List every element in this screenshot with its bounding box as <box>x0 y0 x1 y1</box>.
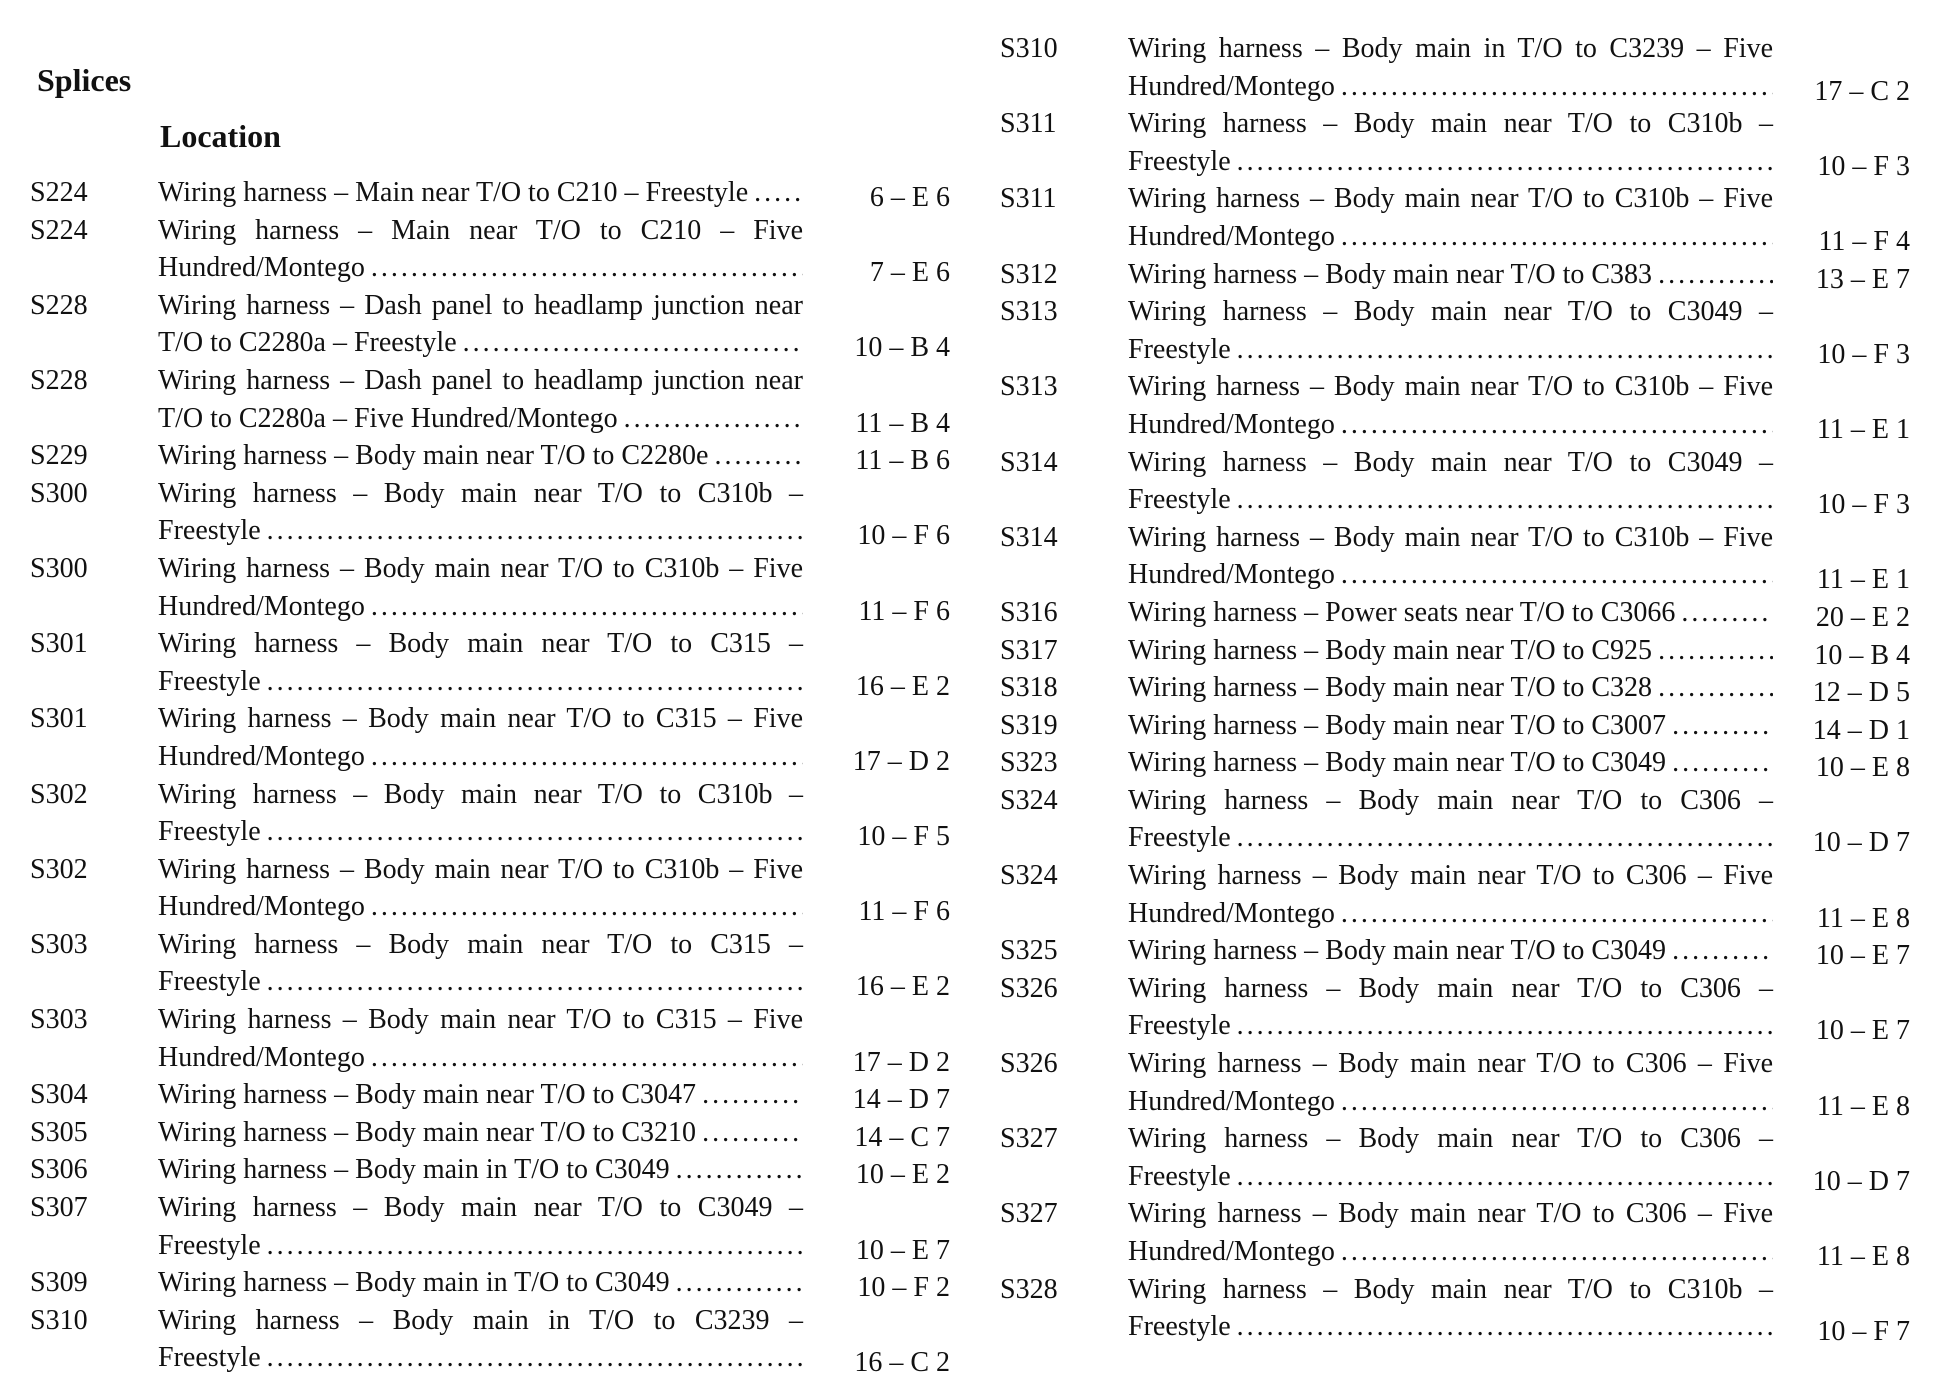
dot-leader <box>463 324 803 362</box>
splice-code: S310 <box>1000 33 1058 64</box>
splice-description: Wiring harness – Body main near T/O to C3049 – <box>1128 446 1773 478</box>
splice-description: Wiring harness – Body main near T/O to C3049 <box>1128 747 1667 779</box>
splice-entry <box>1000 368 1910 443</box>
dot-leader <box>1681 594 1773 632</box>
splice-entry <box>30 1189 950 1264</box>
splice-code: S324 <box>1000 784 1058 816</box>
splice-entry <box>30 1076 950 1114</box>
splice-description: Wiring harness – Body main near T/O to C3049 – <box>1128 296 1773 328</box>
splice-description-continued: Hundred/Montego <box>158 590 365 622</box>
grid-reference: 11 – E 8 <box>1816 1090 1910 1122</box>
grid-reference: 10 – E 7 <box>1815 940 1910 972</box>
dot-leader <box>267 813 803 851</box>
splice-entry <box>1000 782 1910 857</box>
splice-entry <box>1000 1045 1910 1120</box>
splice-entry <box>30 625 950 700</box>
grid-reference: 17 – D 2 <box>852 1046 950 1078</box>
splice-code: S309 <box>30 1267 88 1299</box>
dot-leader <box>1237 1007 1773 1045</box>
splice-entry <box>1000 1271 1910 1346</box>
splice-code: S307 <box>30 1192 88 1224</box>
splice-description: Wiring harness – Body main near T/O to C310b – Five <box>1128 371 1773 403</box>
splice-code: S311 <box>1000 183 1057 215</box>
dot-leader <box>371 249 803 287</box>
grid-reference: 14 – D 1 <box>1812 714 1910 746</box>
grid-reference: 10 – E 2 <box>855 1159 950 1191</box>
splice-description-continued: Hundred/Montego <box>158 740 365 772</box>
splice-description: Wiring harness – Body main near T/O to C3007 <box>1128 709 1667 741</box>
splice-entry <box>1000 256 1910 294</box>
splice-entry <box>30 550 950 625</box>
splice-code: S301 <box>30 628 88 660</box>
grid-reference: 10 – F 6 <box>857 520 950 552</box>
splice-code: S304 <box>30 1079 88 1111</box>
splice-description-continued: Freestyle <box>158 1229 261 1261</box>
dot-leader <box>1341 895 1773 933</box>
splice-entry <box>1000 707 1910 745</box>
splice-description: Wiring harness – Body main in T/O to C3049 <box>158 1267 670 1299</box>
splice-description-continued: Hundred/Montego <box>1128 897 1335 929</box>
splice-description-continued: Freestyle <box>1128 484 1231 516</box>
splice-description-continued: Freestyle <box>1128 145 1231 177</box>
dot-leader <box>702 1114 803 1152</box>
grid-reference: 10 – B 4 <box>1814 639 1910 671</box>
splice-description-continued: Freestyle <box>1128 333 1231 365</box>
splice-entry <box>30 926 950 1001</box>
dot-leader <box>267 663 803 701</box>
splice-entry <box>1000 180 1910 255</box>
splice-description-continued: Hundred/Montego <box>158 252 365 284</box>
splice-code: S303 <box>30 1004 88 1036</box>
splice-description-continued: Freestyle <box>158 1342 261 1374</box>
splice-description: Wiring harness – Body main near T/O to C3047 <box>158 1079 697 1111</box>
dot-leader <box>624 400 803 438</box>
splice-description: Wiring harness – Body main near T/O to C383 <box>1128 258 1653 290</box>
splice-code: S302 <box>30 853 88 885</box>
splice-code: S323 <box>1000 747 1058 779</box>
splice-description-continued: T/O to C2280a – Freestyle <box>158 327 457 359</box>
grid-reference: 10 – F 3 <box>1817 338 1910 370</box>
splice-code: S314 <box>1000 521 1058 553</box>
splice-entry <box>30 1151 950 1189</box>
splice-description-continued: Freestyle <box>158 816 261 848</box>
grid-reference: 11 – E 1 <box>1816 413 1910 445</box>
grid-reference: 16 – C 2 <box>854 1347 950 1379</box>
splice-description-continued: Hundred/Montego <box>1128 559 1335 591</box>
splice-description: Wiring harness – Main near T/O to C210 – Five <box>158 214 803 246</box>
splice-code: S324 <box>1000 860 1058 892</box>
splice-code: S305 <box>30 1116 88 1148</box>
splice-description-continued: Hundred/Montego <box>1128 1236 1335 1267</box>
splice-code: S326 <box>1000 1048 1058 1080</box>
dot-leader <box>1341 218 1773 256</box>
dot-leader <box>1237 1158 1773 1196</box>
grid-reference: 14 – C 7 <box>854 1121 950 1153</box>
splice-entry <box>30 851 950 926</box>
splice-entry <box>1000 669 1910 707</box>
grid-reference: 11 – B 6 <box>855 445 950 477</box>
splice-entry <box>1000 30 1910 105</box>
splice-description: Wiring harness – Body main near T/O to C306 – Five <box>1128 860 1773 892</box>
splice-column-left <box>30 174 950 1377</box>
splice-code: S228 <box>30 289 88 321</box>
splice-entry <box>30 437 950 475</box>
splice-entry <box>1000 857 1910 932</box>
dot-leader <box>371 888 803 926</box>
grid-reference: 13 – E 7 <box>1815 263 1910 295</box>
splice-description: Wiring harness – Main near T/O to C210 – Freestyle <box>158 177 749 208</box>
splice-description: Wiring harness – Body main near T/O to C306 – <box>1128 1123 1773 1155</box>
dot-leader <box>1672 707 1773 745</box>
grid-reference: 17 – D 2 <box>852 745 950 777</box>
splice-code: S311 <box>1000 108 1057 140</box>
splice-description: Wiring harness – Body main near T/O to C3210 <box>158 1116 697 1148</box>
splice-description: Wiring harness – Body main near T/O to C310b – <box>1128 108 1773 140</box>
splice-code: S313 <box>1000 371 1058 403</box>
page-title: Splices <box>37 62 132 98</box>
splice-description: Wiring harness – Body main near T/O to C310b – Five <box>1128 183 1773 215</box>
splice-description-continued: Hundred/Montego <box>158 1041 365 1073</box>
grid-reference: 10 – B 4 <box>854 332 950 364</box>
splice-code: S318 <box>1000 672 1058 704</box>
splice-entry <box>30 287 950 362</box>
splice-code: S229 <box>30 440 88 472</box>
splice-entry <box>1000 105 1910 180</box>
grid-reference: 10 – E 8 <box>1815 752 1910 784</box>
splice-entry <box>30 1001 950 1076</box>
dot-leader <box>702 1076 803 1114</box>
splice-code: S327 <box>1000 1198 1058 1230</box>
grid-reference: 11 – F 6 <box>858 595 950 627</box>
dot-leader <box>1672 744 1773 782</box>
splice-code: S328 <box>1000 1273 1058 1305</box>
grid-reference: 6 – E 6 <box>869 182 950 213</box>
dot-leader <box>676 1151 803 1189</box>
grid-reference: 10 – E 7 <box>1815 1015 1910 1047</box>
dot-leader <box>1658 256 1773 294</box>
splice-description-continued: T/O to C2280a – Five Hundred/Montego <box>158 402 618 434</box>
splice-description: Wiring harness – Body main near T/O to C310b – Five <box>158 552 803 584</box>
splice-description: Wiring harness – Body main in T/O to C3239 – <box>158 1304 803 1336</box>
dot-leader <box>267 512 803 550</box>
splice-description: Wiring harness – Dash panel to headlamp junction near <box>158 289 803 321</box>
grid-reference: 11 – F 4 <box>1818 225 1910 257</box>
dot-leader <box>1237 1308 1773 1346</box>
dot-leader <box>1341 1233 1773 1271</box>
dot-leader <box>1237 331 1773 369</box>
splice-description: Wiring harness – Power seats near T/O to C3066 <box>1128 596 1676 628</box>
splice-code: S314 <box>1000 446 1058 478</box>
grid-reference: 10 – E 7 <box>855 1234 950 1266</box>
dot-leader <box>1341 68 1773 106</box>
splice-description: Wiring harness – Body main near T/O to C310b – Five <box>1128 521 1773 553</box>
splice-code: S303 <box>30 928 88 960</box>
splice-code: S317 <box>1000 634 1058 666</box>
splice-entry <box>30 212 950 287</box>
grid-reference: 7 – E 6 <box>869 257 950 289</box>
dot-leader <box>371 588 803 626</box>
grid-reference: 17 – C 2 <box>1814 75 1910 107</box>
grid-reference: 11 – B 4 <box>855 407 950 439</box>
splice-description: Wiring harness – Body main near T/O to C310b – <box>158 477 803 509</box>
dot-leader <box>754 174 803 212</box>
splice-code: S306 <box>30 1154 88 1186</box>
splice-description-continued: Freestyle <box>1128 822 1231 854</box>
grid-reference: 11 – F 6 <box>858 896 950 928</box>
splice-entry <box>1000 594 1910 632</box>
splice-code: S300 <box>30 552 88 584</box>
grid-reference: 14 – D 7 <box>852 1084 950 1116</box>
splice-entry <box>1000 1195 1910 1270</box>
dot-leader <box>1658 669 1773 707</box>
splice-description-continued: Hundred/Montego <box>1128 1085 1335 1117</box>
splice-description-continued: Freestyle <box>158 966 261 998</box>
splice-code: S326 <box>1000 972 1058 1004</box>
splice-description: Wiring harness – Dash panel to headlamp junction near <box>158 364 803 396</box>
grid-reference: 11 – E 1 <box>1816 564 1910 596</box>
splice-entry <box>30 475 950 550</box>
splice-entry <box>30 174 950 212</box>
splice-description-continued: Freestyle <box>158 515 261 547</box>
splice-description-continued: Freestyle <box>158 665 261 697</box>
splice-description: Wiring harness – Body main near T/O to C306 – <box>1128 784 1773 816</box>
splice-code: S224 <box>30 214 88 246</box>
splice-entry <box>1000 932 1910 970</box>
dot-leader <box>1237 143 1773 181</box>
grid-reference: 16 – E 2 <box>855 971 950 1003</box>
splice-entry <box>30 362 950 437</box>
grid-reference: 11 – E 8 <box>1816 1241 1910 1272</box>
splice-description: Wiring harness – Body main near T/O to C315 – <box>158 928 803 960</box>
dot-leader <box>676 1264 803 1302</box>
splice-description: Wiring harness – Body main near T/O to C310b – Five <box>158 853 803 885</box>
splice-code: S302 <box>30 778 88 810</box>
dot-leader <box>371 738 803 776</box>
splice-description: Wiring harness – Body main near T/O to C306 – Five <box>1128 1198 1773 1230</box>
splice-description: Wiring harness – Body main near T/O to C315 – Five <box>158 1004 803 1036</box>
dot-leader <box>1672 932 1773 970</box>
dot-leader <box>1341 406 1773 444</box>
splice-column-right <box>1000 30 1910 1346</box>
grid-reference: 10 – D 7 <box>1812 1165 1910 1197</box>
splice-code: S224 <box>30 177 88 208</box>
splice-entry <box>30 1302 950 1377</box>
splice-description-continued: Hundred/Montego <box>158 891 365 923</box>
grid-reference: 10 – F 5 <box>857 821 950 853</box>
grid-reference: 16 – E 2 <box>855 670 950 702</box>
dot-leader <box>267 1339 803 1377</box>
splice-description: Wiring harness – Body main near T/O to C3049 – <box>158 1192 803 1224</box>
splice-description: Wiring harness – Body main near T/O to C315 – Five <box>158 703 803 735</box>
splice-code: S316 <box>1000 596 1058 628</box>
dot-leader <box>1341 556 1773 594</box>
splice-entry <box>30 1114 950 1152</box>
splice-description-continued: Hundred/Montego <box>1128 220 1335 252</box>
dot-leader <box>371 1039 803 1077</box>
splice-entry <box>1000 1120 1910 1195</box>
grid-reference: 10 – F 7 <box>1817 1316 1910 1348</box>
dot-leader <box>267 1227 803 1265</box>
splice-description-continued: Freestyle <box>1128 1160 1231 1192</box>
splice-description: Wiring harness – Body main in T/O to C3049 <box>158 1154 670 1186</box>
dot-leader <box>1658 632 1773 670</box>
grid-reference: 20 – E 2 <box>1815 601 1910 633</box>
dot-leader <box>1341 1083 1773 1121</box>
dot-leader <box>267 963 803 1001</box>
splice-entry <box>30 776 950 851</box>
splice-entry <box>1000 293 1910 368</box>
grid-reference: 10 – F 3 <box>1817 150 1910 182</box>
splice-entry <box>1000 744 1910 782</box>
splice-description: Wiring harness – Body main near T/O to C310b – <box>1128 1273 1773 1305</box>
splice-description: Wiring harness – Body main near T/O to C315 – <box>158 628 803 660</box>
splice-entry <box>30 700 950 775</box>
splice-code: S327 <box>1000 1123 1058 1155</box>
section-subtitle: Location <box>160 118 281 154</box>
splice-description: Wiring harness – Body main near T/O to C306 – Five <box>1128 1048 1773 1080</box>
grid-reference: 12 – D 5 <box>1812 677 1910 709</box>
grid-reference: 10 – F 2 <box>857 1272 950 1304</box>
dot-leader <box>714 437 803 475</box>
splice-description-continued: Hundred/Montego <box>1128 408 1335 440</box>
splice-description-continued: Hundred/Montego <box>1128 70 1335 102</box>
splice-description: Wiring harness – Body main near T/O to C306 – <box>1128 972 1773 1004</box>
splice-code: S312 <box>1000 258 1058 290</box>
splice-code: S313 <box>1000 296 1058 328</box>
dot-leader <box>1237 481 1773 519</box>
splice-code: S228 <box>30 364 88 396</box>
grid-reference: 10 – F 3 <box>1817 489 1910 521</box>
splice-description: Wiring harness – Body main near T/O to C310b – <box>158 778 803 810</box>
splice-description-continued: Freestyle <box>1128 1311 1231 1343</box>
splice-code: S301 <box>30 703 88 735</box>
dot-leader <box>1237 819 1773 857</box>
splice-code: S310 <box>30 1304 88 1336</box>
splice-code: S300 <box>30 477 88 509</box>
splice-description: Wiring harness – Body main near T/O to C925 <box>1128 634 1653 666</box>
splice-code: S319 <box>1000 709 1058 741</box>
splice-entry <box>1000 632 1910 670</box>
splice-code: S325 <box>1000 935 1058 967</box>
splice-description: Wiring harness – Body main near T/O to C3049 <box>1128 935 1667 967</box>
splice-description: Wiring harness – Body main near T/O to C328 <box>1128 672 1653 704</box>
splice-description: Wiring harness – Body main in T/O to C3239 – Five <box>1128 33 1773 64</box>
splice-entry <box>1000 519 1910 594</box>
grid-reference: 11 – E 8 <box>1816 902 1910 934</box>
splice-entry <box>30 1264 950 1302</box>
grid-reference: 10 – D 7 <box>1812 827 1910 859</box>
splice-entry <box>1000 970 1910 1045</box>
splice-entry <box>1000 444 1910 519</box>
splice-description-continued: Freestyle <box>1128 1010 1231 1042</box>
splice-description: Wiring harness – Body main near T/O to C2280e <box>158 440 709 472</box>
